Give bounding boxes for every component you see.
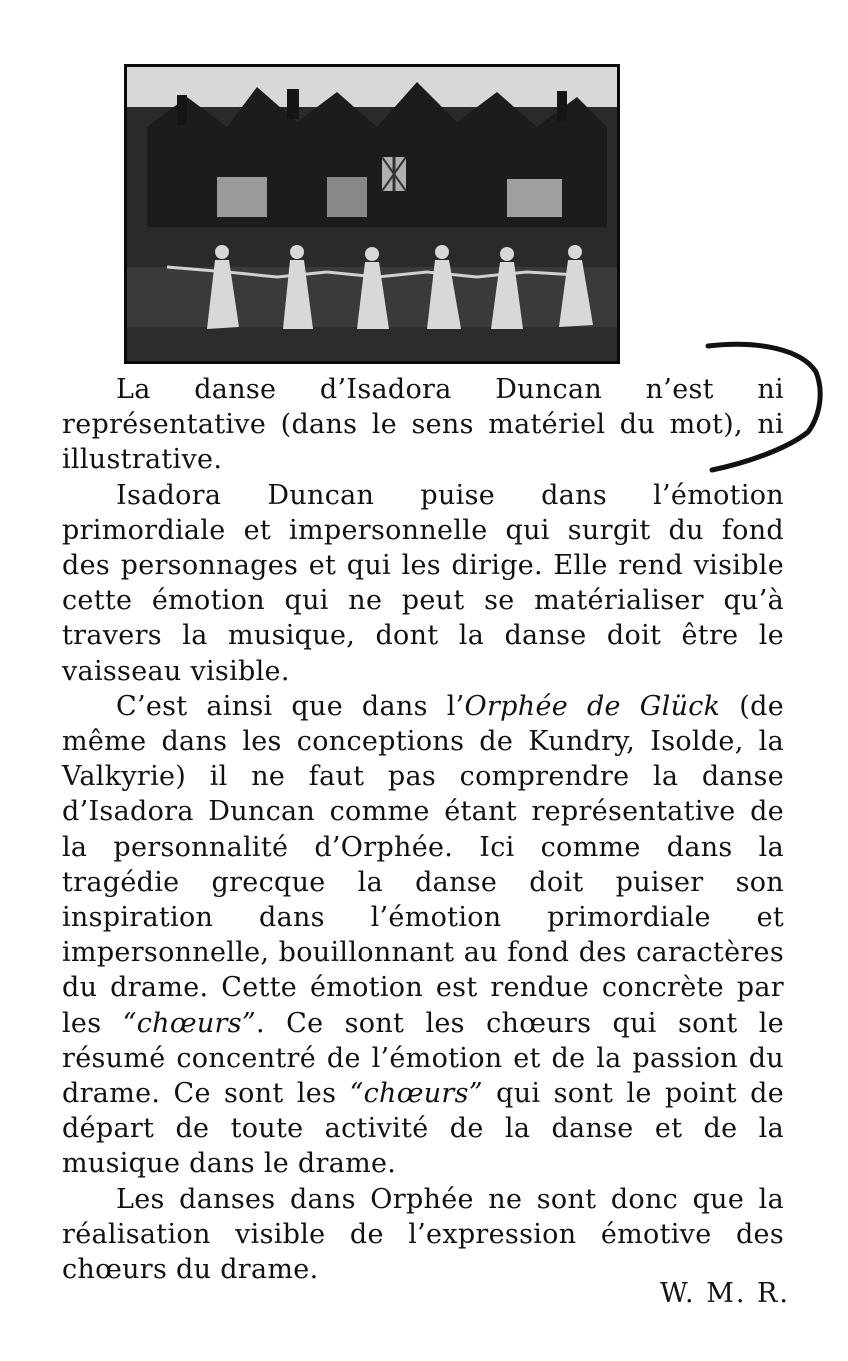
italic-text: Orphée de Glück: [464, 690, 721, 722]
paragraph: [62, 689, 784, 1182]
paragraph: [62, 478, 784, 689]
paragraph-text: . Ce sont les chœurs qui sont le résumé concentré de l’émotion et de la passion du drame. Ce sont les: [62, 1007, 784, 1110]
paragraph: [62, 1182, 784, 1288]
paragraph-text: qui sont le point de départ de toute activité de la danse et de la musique dans le drame.: [62, 1078, 784, 1180]
paragraph: [62, 372, 784, 478]
signature: W. M. R.: [660, 1278, 790, 1309]
paragraph-text: La danse d’Isadora Duncan n’est ni représentative (dans le sens matériel du mot), ni illustrative.: [62, 374, 784, 476]
paragraph-text: Les danses dans Orphée ne sont donc que la réalisation visible de l’expression émotive des chœurs du drame.: [62, 1183, 784, 1286]
paragraph-text: (de même dans les conceptions de Kundry, Isolde, la Valkyrie) il ne faut pas comprendre la danse d’Isadora Duncan comme étant représentative de la personnalité d’Orphée. Ici comme dans la tragédie grecque la danse doit puiser son inspiration dans l’émotion primordiale et impersonnelle, bouillonnant au fond des caractères du drame. Cette émotion est rendue concrète par les: [62, 690, 784, 1039]
italic-text: “chœurs”: [122, 1007, 257, 1039]
paragraph-text: C’est ainsi que dans l’: [116, 690, 465, 722]
paragraph-text: Isadora Duncan puise dans l’émotion primordiale et impersonnelle qui surgit du fond des personnages et qui les dirige. Elle rend visible cette émotion qui ne peut se matérialiser qu’à travers la musique, dont la danse doit être le vaisseau visible.: [62, 479, 784, 687]
italic-text: “chœurs”: [349, 1078, 483, 1110]
article-body: [62, 372, 784, 1287]
photograph-icon: [127, 67, 617, 361]
dancers-photograph: [124, 64, 620, 364]
